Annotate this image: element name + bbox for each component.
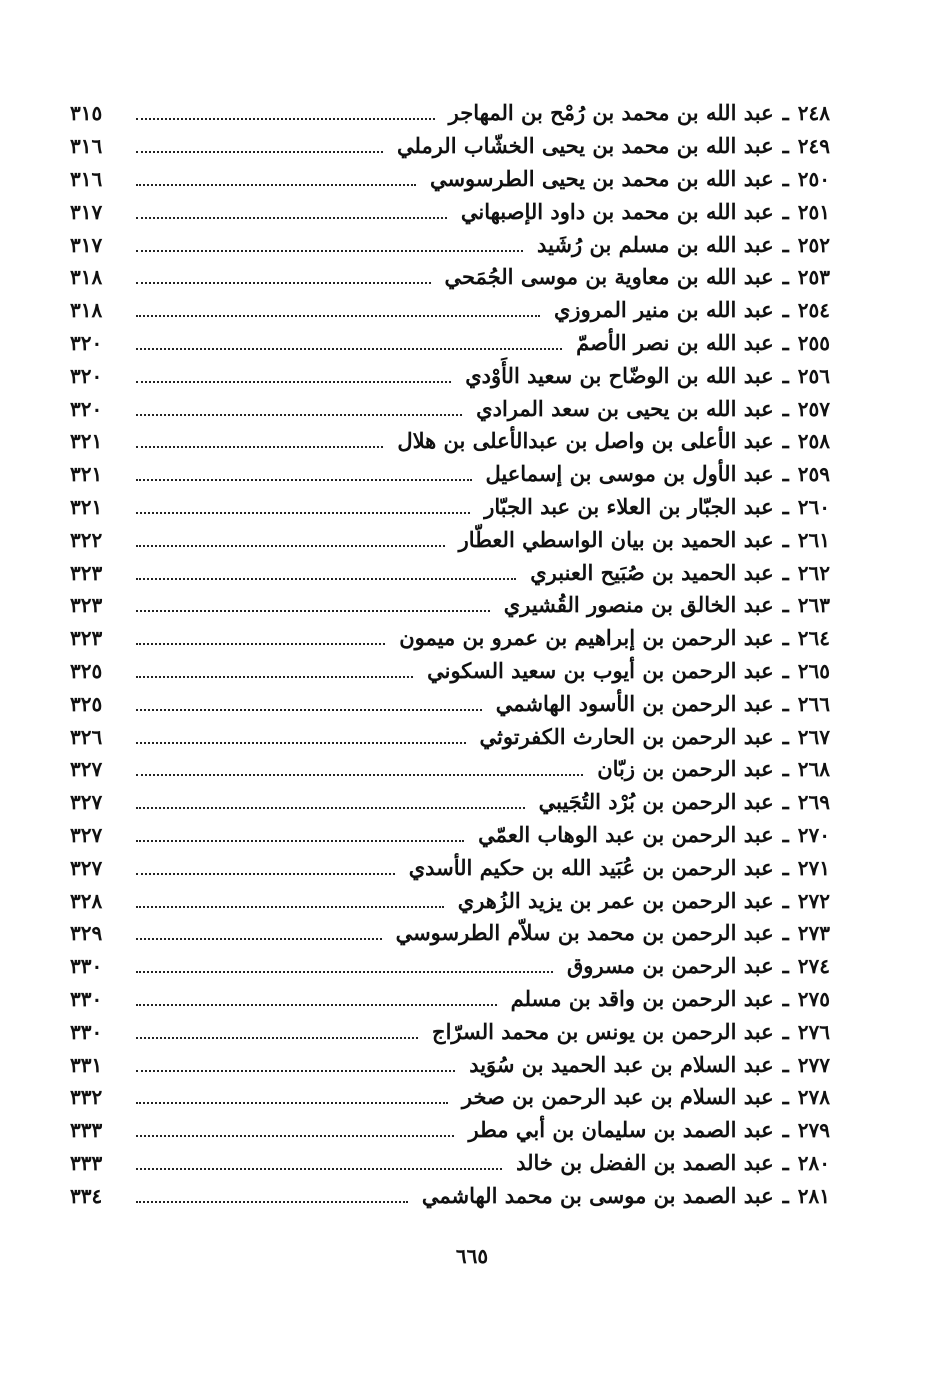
toc-entry <box>70 589 830 622</box>
entry-title: عبد الله بن معاوية بن موسى الجُمَحي <box>444 264 774 290</box>
entry-separator: ـ <box>782 1084 789 1110</box>
entry-title: عبد الله بن منير المروزي <box>554 297 774 323</box>
entry-page-number: ٣١٦ <box>70 134 103 159</box>
toc-entry <box>70 195 830 228</box>
entry-page-number: ٣١٧ <box>70 232 103 257</box>
dot-leader <box>136 1037 418 1039</box>
entry-title: عبد الله بن محمد بن داود الإصبهاني <box>460 198 774 224</box>
dot-leader <box>136 1004 497 1006</box>
dot-leader <box>136 873 395 875</box>
entry-title: عبد الله بن محمد بن رُمْح بن المهاجر <box>448 100 774 126</box>
entry-number: ٢٧٤ <box>797 954 830 979</box>
entry-number: ٢٦١ <box>797 527 830 552</box>
entry-number: ٢٧٥ <box>797 986 830 1011</box>
toc-entry <box>70 294 830 327</box>
entry-separator: ـ <box>782 165 789 191</box>
entry-separator: ـ <box>782 1117 789 1143</box>
entry-number: ٢٧١ <box>797 855 830 880</box>
entry-number: ٢٦٣ <box>797 593 830 618</box>
dot-leader <box>136 315 540 317</box>
toc-entry <box>70 622 830 655</box>
entry-title: عبد الرحمن بن يونس بن محمد السرّاج <box>432 1018 774 1044</box>
dot-leader <box>136 118 435 120</box>
toc-entry <box>70 163 830 196</box>
entry-page-number: ٣٢٧ <box>70 790 103 815</box>
entry-title: عبد الرحمن بن إبراهيم بن عمرو بن ميمون <box>399 625 774 651</box>
entry-separator: ـ <box>782 887 789 913</box>
entry-number: ٢٥٤ <box>797 298 830 323</box>
entry-number: ٢٦٧ <box>797 724 830 749</box>
entry-title: عبد الله بن نصر الأصمّ <box>576 329 774 355</box>
toc-entry <box>70 1179 830 1212</box>
entry-page-number: ٣٣٤ <box>70 1183 103 1208</box>
entry-separator: ـ <box>782 953 789 979</box>
toc-entry <box>70 1015 830 1048</box>
entry-page-number: ٣٢٦ <box>70 724 103 749</box>
toc-entry <box>70 1147 830 1180</box>
entry-number: ٢٨٠ <box>797 1150 830 1175</box>
entry-title: عبد الحميد بن صُبَيح العنبري <box>530 559 774 585</box>
toc-entry <box>70 1081 830 1114</box>
entry-page-number: ٣٢٨ <box>70 888 103 913</box>
dot-leader <box>136 381 451 383</box>
entry-separator: ـ <box>782 920 789 946</box>
entry-title: عبد الرحمن بن محمد بن سلاّم الطرسوسي <box>395 920 774 946</box>
dot-leader <box>136 1201 408 1203</box>
toc-entry <box>70 851 830 884</box>
entry-number: ٢٦٠ <box>797 494 830 519</box>
toc-entry <box>70 1048 830 1081</box>
entry-separator: ـ <box>782 198 789 224</box>
entry-number: ٢٦٨ <box>797 757 830 782</box>
dot-leader <box>136 774 583 776</box>
entry-number: ٢٥٠ <box>797 166 830 191</box>
entry-number: ٢٥٢ <box>797 232 830 257</box>
entry-separator: ـ <box>782 756 789 782</box>
dot-leader <box>136 250 523 252</box>
entry-separator: ـ <box>782 395 789 421</box>
entry-page-number: ٣١٨ <box>70 265 103 290</box>
entry-separator: ـ <box>782 264 789 290</box>
entry-title: عبد الله بن الوضّاح بن سعيد الأَوْدي <box>465 362 774 388</box>
entry-title: عبد الرحمن بن عبد الوهاب العمّي <box>478 821 774 847</box>
entry-separator: ـ <box>782 1018 789 1044</box>
entry-title: عبد الصمد بن موسى بن محمد الهاشمي <box>421 1182 774 1208</box>
toc-entry <box>70 1114 830 1147</box>
entry-separator: ـ <box>782 821 789 847</box>
entry-title: عبد الخالق بن منصور القُشيري <box>503 592 774 618</box>
entry-title: عبد الرحمن بن زبّان <box>597 756 774 782</box>
entry-page-number: ٣٢٠ <box>70 330 103 355</box>
entry-page-number: ٣٢١ <box>70 462 103 487</box>
dot-leader <box>136 610 490 612</box>
entry-title: عبد الرحمن بن الحارث الكفرتوثي <box>479 723 774 749</box>
toc-entry <box>70 130 830 163</box>
entry-number: ٢٧٨ <box>797 1085 830 1110</box>
entry-page-number: ٣٣٠ <box>70 1019 103 1044</box>
entry-separator: ـ <box>782 854 789 880</box>
dot-leader <box>136 479 472 481</box>
entry-title: عبد الله بن يحيى بن سعد المرادي <box>476 395 774 421</box>
toc-entry <box>70 359 830 392</box>
entry-title: عبد الله بن محمد بن يحيى الخشّاب الرملي <box>397 133 774 159</box>
entry-number: ٢٥٥ <box>797 330 830 355</box>
entry-page-number: ٣٢٢ <box>70 527 103 552</box>
entry-separator: ـ <box>782 1149 789 1175</box>
entry-number: ٢٥٨ <box>797 429 830 454</box>
entry-title: عبد الرحمن بن الأسود الهاشمي <box>495 690 774 716</box>
toc-entry <box>70 425 830 458</box>
entry-number: ٢٥٧ <box>797 396 830 421</box>
entry-number: ٢٦٦ <box>797 691 830 716</box>
dot-leader <box>136 643 385 645</box>
entry-number: ٢٦٤ <box>797 626 830 651</box>
dot-leader <box>136 545 445 547</box>
entry-separator: ـ <box>782 428 789 454</box>
entry-page-number: ٣٢٧ <box>70 855 103 880</box>
entry-page-number: ٣٢٥ <box>70 658 103 683</box>
dot-leader <box>136 151 383 153</box>
dot-leader <box>136 446 383 448</box>
entry-separator: ـ <box>782 362 789 388</box>
entry-separator: ـ <box>782 1182 789 1208</box>
entry-page-number: ٣١٧ <box>70 199 103 224</box>
toc-entry <box>70 261 830 294</box>
page-number: ٦٦٥ <box>455 1244 489 1268</box>
entry-number: ٢٥١ <box>797 199 830 224</box>
entry-separator: ـ <box>782 133 789 159</box>
entry-separator: ـ <box>782 789 789 815</box>
entry-title: عبد الأعلى بن واصل بن عبدالأعلى بن هلال <box>397 428 774 454</box>
entry-title: عبد الجبّار بن العلاء بن عبد الجبّار <box>484 493 774 519</box>
entry-number: ٢٧٢ <box>797 888 830 913</box>
dot-leader <box>136 1135 454 1137</box>
dot-leader <box>136 512 470 514</box>
entry-number: ٢٧٩ <box>797 1118 830 1143</box>
toc-entry <box>70 327 830 360</box>
entry-page-number: ٣٢٣ <box>70 560 103 585</box>
toc-entry <box>70 523 830 556</box>
entry-page-number: ٣٢٣ <box>70 593 103 618</box>
entry-page-number: ٣٣٣ <box>70 1150 103 1175</box>
toc-entry <box>70 458 830 491</box>
entry-number: ٢٧٠ <box>797 822 830 847</box>
entry-separator: ـ <box>782 231 789 257</box>
entry-separator: ـ <box>782 493 789 519</box>
entry-title: عبد الرحمن بن عمر بن يزيد الزُهري <box>457 887 774 913</box>
toc-entry <box>70 228 830 261</box>
entry-separator: ـ <box>782 526 789 552</box>
entry-page-number: ٣٣٠ <box>70 954 103 979</box>
dot-leader <box>136 1168 502 1170</box>
entry-separator: ـ <box>782 985 789 1011</box>
entry-title: عبد الله بن محمد بن يحيى الطرسوسي <box>429 165 774 191</box>
entry-page-number: ٣٢٣ <box>70 626 103 651</box>
entry-title: عبد الحميد بن بيان الواسطي العطّار <box>458 526 774 552</box>
toc-entry <box>70 720 830 753</box>
dot-leader <box>136 742 466 744</box>
toc-entry <box>70 950 830 983</box>
entry-number: ٢٦٩ <box>797 790 830 815</box>
toc-entry <box>70 655 830 688</box>
entry-title: عبد السلام بن عبد الرحمن بن صخر <box>461 1084 774 1110</box>
dot-leader <box>136 282 431 284</box>
entry-page-number: ٣٢١ <box>70 429 103 454</box>
dot-leader <box>136 938 382 940</box>
entry-title: عبد الرحمن بن مسروق <box>567 953 774 979</box>
entry-separator: ـ <box>782 297 789 323</box>
entry-separator: ـ <box>782 657 789 683</box>
dot-leader <box>136 840 464 842</box>
entry-number: ٢٧٧ <box>797 1052 830 1077</box>
entry-page-number: ٣١٨ <box>70 298 103 323</box>
entry-number: ٢٥٦ <box>797 363 830 388</box>
toc-entry <box>70 556 830 589</box>
entry-number: ٢٦٢ <box>797 560 830 585</box>
toc-entry <box>70 819 830 852</box>
entry-number: ٢٤٩ <box>797 134 830 159</box>
dot-leader <box>136 1070 455 1072</box>
entry-separator: ـ <box>782 723 789 749</box>
entry-page-number: ٣٣٣ <box>70 1118 103 1143</box>
entry-number: ٢٧٦ <box>797 1019 830 1044</box>
entry-page-number: ٣٣١ <box>70 1052 103 1077</box>
entry-page-number: ٣٣٠ <box>70 986 103 1011</box>
entry-title: عبد الصمد بن الفضل بن خالد <box>516 1149 774 1175</box>
entry-number: ٢٥٩ <box>797 462 830 487</box>
dot-leader <box>136 184 416 186</box>
entry-title: عبد الرحمن بن واقد بن مسلم <box>510 985 774 1011</box>
toc-entry <box>70 917 830 950</box>
entry-title: عبد السلام بن عبد الحميد بن سُوَيد <box>469 1051 774 1077</box>
dot-leader <box>136 217 447 219</box>
entry-separator: ـ <box>782 329 789 355</box>
entry-separator: ـ <box>782 461 789 487</box>
dot-leader <box>136 348 562 350</box>
entry-page-number: ٣٢٠ <box>70 363 103 388</box>
entry-title: عبد الله بن مسلم بن رُشَيد <box>537 231 774 257</box>
entry-number: ٢٥٣ <box>797 265 830 290</box>
toc-entry <box>70 753 830 786</box>
entry-page-number: ٣١٥ <box>70 101 103 126</box>
toc-entry <box>70 392 830 425</box>
dot-leader <box>136 676 413 678</box>
toc-entry <box>70 884 830 917</box>
entry-page-number: ٣٢٩ <box>70 921 103 946</box>
entry-page-number: ٣٢١ <box>70 494 103 519</box>
entry-title: عبد الأول بن موسى بن إسماعيل <box>485 461 774 487</box>
dot-leader <box>136 807 525 809</box>
entry-title: عبد الصمد بن سليمان بن أبي مطر <box>468 1117 774 1143</box>
toc-entry <box>70 97 830 130</box>
toc-entry <box>70 687 830 720</box>
toc-entry <box>70 491 830 524</box>
dot-leader <box>136 709 482 711</box>
toc-entry <box>70 983 830 1016</box>
dot-leader <box>136 971 553 973</box>
table-of-contents <box>70 97 830 1212</box>
entry-page-number: ٣٢٠ <box>70 396 103 421</box>
entry-page-number: ٣٢٥ <box>70 691 103 716</box>
entry-number: ٢٦٥ <box>797 658 830 683</box>
dot-leader <box>136 1102 448 1104</box>
entry-separator: ـ <box>782 559 789 585</box>
dot-leader <box>136 578 516 580</box>
entry-page-number: ٣٢٧ <box>70 757 103 782</box>
entry-number: ٢٤٨ <box>797 101 830 126</box>
dot-leader <box>136 906 444 908</box>
entry-number: ٢٨١ <box>797 1183 830 1208</box>
entry-number: ٢٧٣ <box>797 921 830 946</box>
entry-separator: ـ <box>782 690 789 716</box>
entry-separator: ـ <box>782 592 789 618</box>
dot-leader <box>136 414 462 416</box>
toc-entry <box>70 786 830 819</box>
entry-separator: ـ <box>782 625 789 651</box>
entry-title: عبد الرحمن بن بُرْد التُجَيبي <box>538 789 774 815</box>
entry-separator: ـ <box>782 100 789 126</box>
entry-title: عبد الرحمن بن عُبَيد الله بن حكيم الأسدي <box>408 854 774 880</box>
entry-page-number: ٣١٦ <box>70 166 103 191</box>
entry-separator: ـ <box>782 1051 789 1077</box>
entry-page-number: ٣٢٧ <box>70 822 103 847</box>
entry-title: عبد الرحمن بن أيوب بن سعيد السكوني <box>427 657 774 683</box>
entry-page-number: ٣٣٢ <box>70 1085 103 1110</box>
